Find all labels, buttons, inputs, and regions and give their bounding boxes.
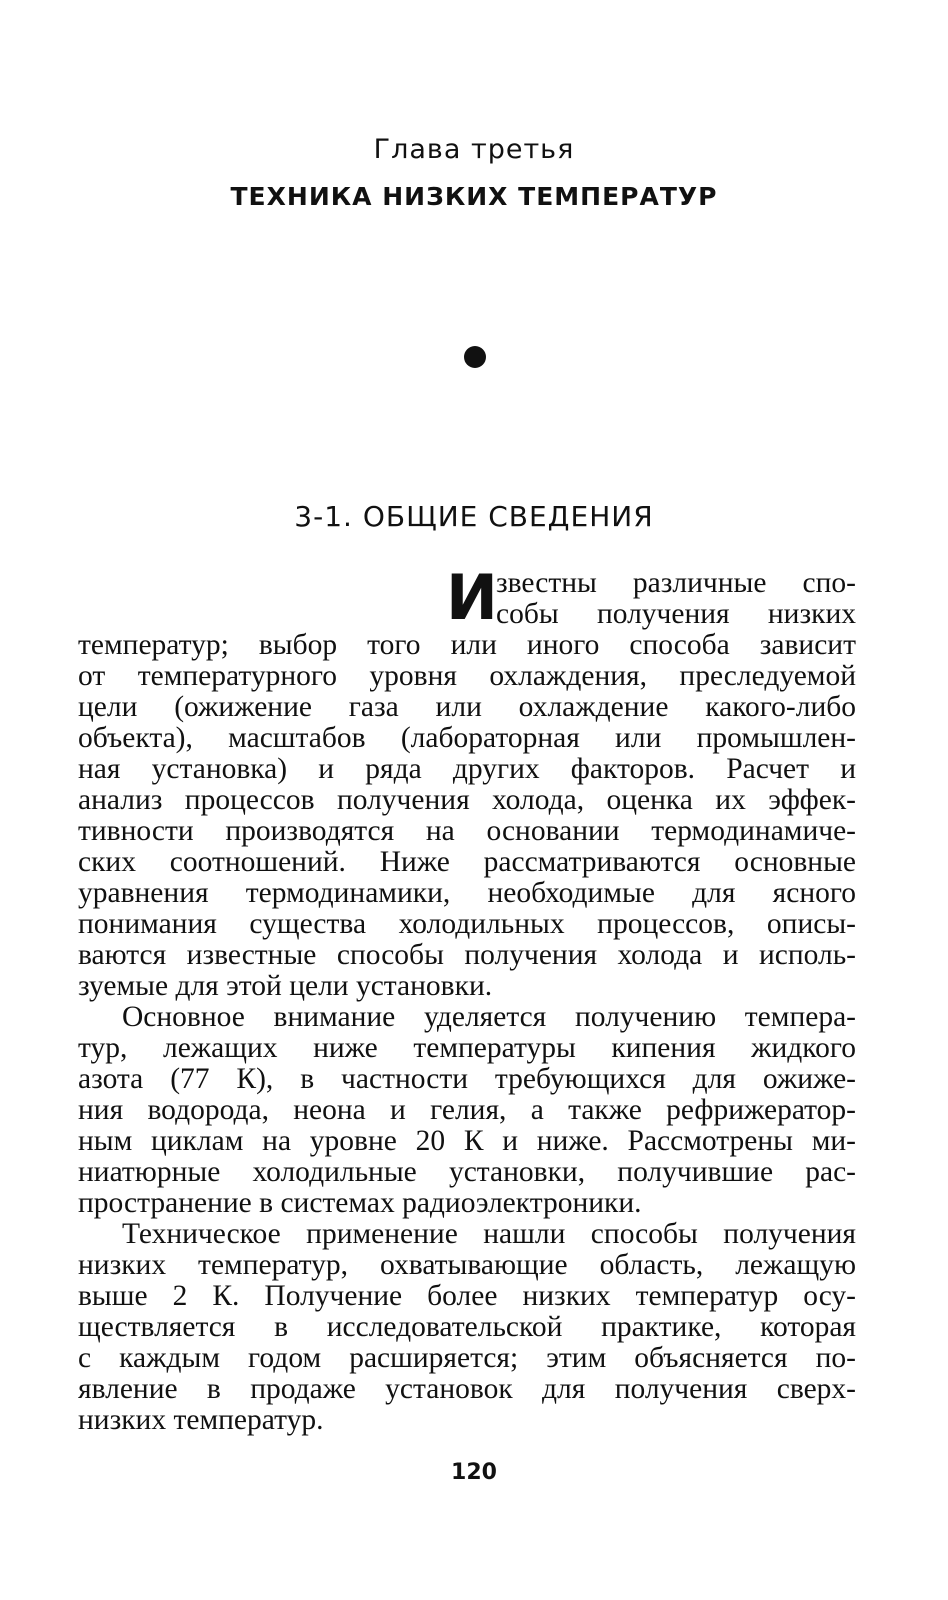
text-line: ния водорода, неона и гелия, а также рефрижератор-	[78, 1094, 856, 1126]
chapter-title: ТЕХНИКА НИЗКИХ ТЕМПЕРАТУР	[230, 182, 718, 211]
text-line: тивности производятся на основании термодинамиче-	[78, 815, 856, 847]
text-line: цели (ожижение газа или охлаждение какого-либо	[78, 691, 856, 723]
text-line: собы получения низких	[496, 598, 856, 630]
text-line: Техническое применение нашли способы получения	[122, 1218, 856, 1250]
text-line: объекта), масштабов (лабораторная или промышлен-	[78, 722, 856, 754]
text-line: понимания существа холодильных процессов, описы-	[78, 908, 856, 940]
chapter-label: Глава третья	[373, 134, 575, 165]
text-line: ниатюрные холодильные установки, получившие рас-	[78, 1156, 856, 1188]
text-line: ских соотношений. Ниже рассматриваются основные	[78, 846, 856, 878]
text-line: ществляется в исследовательской практике, которая	[78, 1311, 856, 1343]
text-line: азота (77 К), в частности требующихся для ожиже-	[78, 1063, 856, 1095]
text-line: явление в продаже установок для получения сверх-	[78, 1373, 856, 1405]
drop-cap-letter: И	[446, 561, 498, 634]
text-line: ваются известные способы получения холода и исполь-	[78, 939, 856, 971]
text-line: звестны различные спо-	[496, 567, 856, 599]
text-line: анализ процессов получения холода, оценка их эффек-	[78, 784, 856, 816]
text-line: низких температур.	[78, 1404, 324, 1436]
paragraph-1	[78, 630, 856, 1436]
ornament-bullet-icon	[464, 346, 486, 368]
section-title: 3-1. ОБЩИЕ СВЕДЕНИЯ	[294, 500, 654, 533]
text-line: тур, лежащих ниже температуры кипения жидкого	[78, 1032, 856, 1064]
text-line: от температурного уровня охлаждения, преследуемой	[78, 660, 856, 692]
page-number: 120	[451, 1460, 497, 1485]
text-line: пространение в системах радиоэлектроники.	[78, 1187, 642, 1219]
text-line: с каждым годом расширяется; этим объясняется по-	[78, 1342, 856, 1374]
text-line: зуемые для этой цели установки.	[78, 970, 493, 1002]
text-line: низких температур, охватывающие область, лежащую	[78, 1249, 856, 1281]
text-line: ным циклам на уровне 20 К и ниже. Рассмотрены ми-	[78, 1125, 856, 1157]
text-line: уравнения термодинамики, необходимые для ясного	[78, 877, 856, 909]
paragraph-1-intro	[496, 568, 856, 630]
text-line: температур; выбор того или иного способа зависит	[78, 629, 856, 661]
text-line: выше 2 К. Получение более низких температур осу-	[78, 1280, 856, 1312]
text-line: Основное внимание уделяется получению темпера-	[122, 1001, 856, 1033]
text-line: ная установка) и ряда других факторов. Расчет и	[78, 753, 856, 785]
